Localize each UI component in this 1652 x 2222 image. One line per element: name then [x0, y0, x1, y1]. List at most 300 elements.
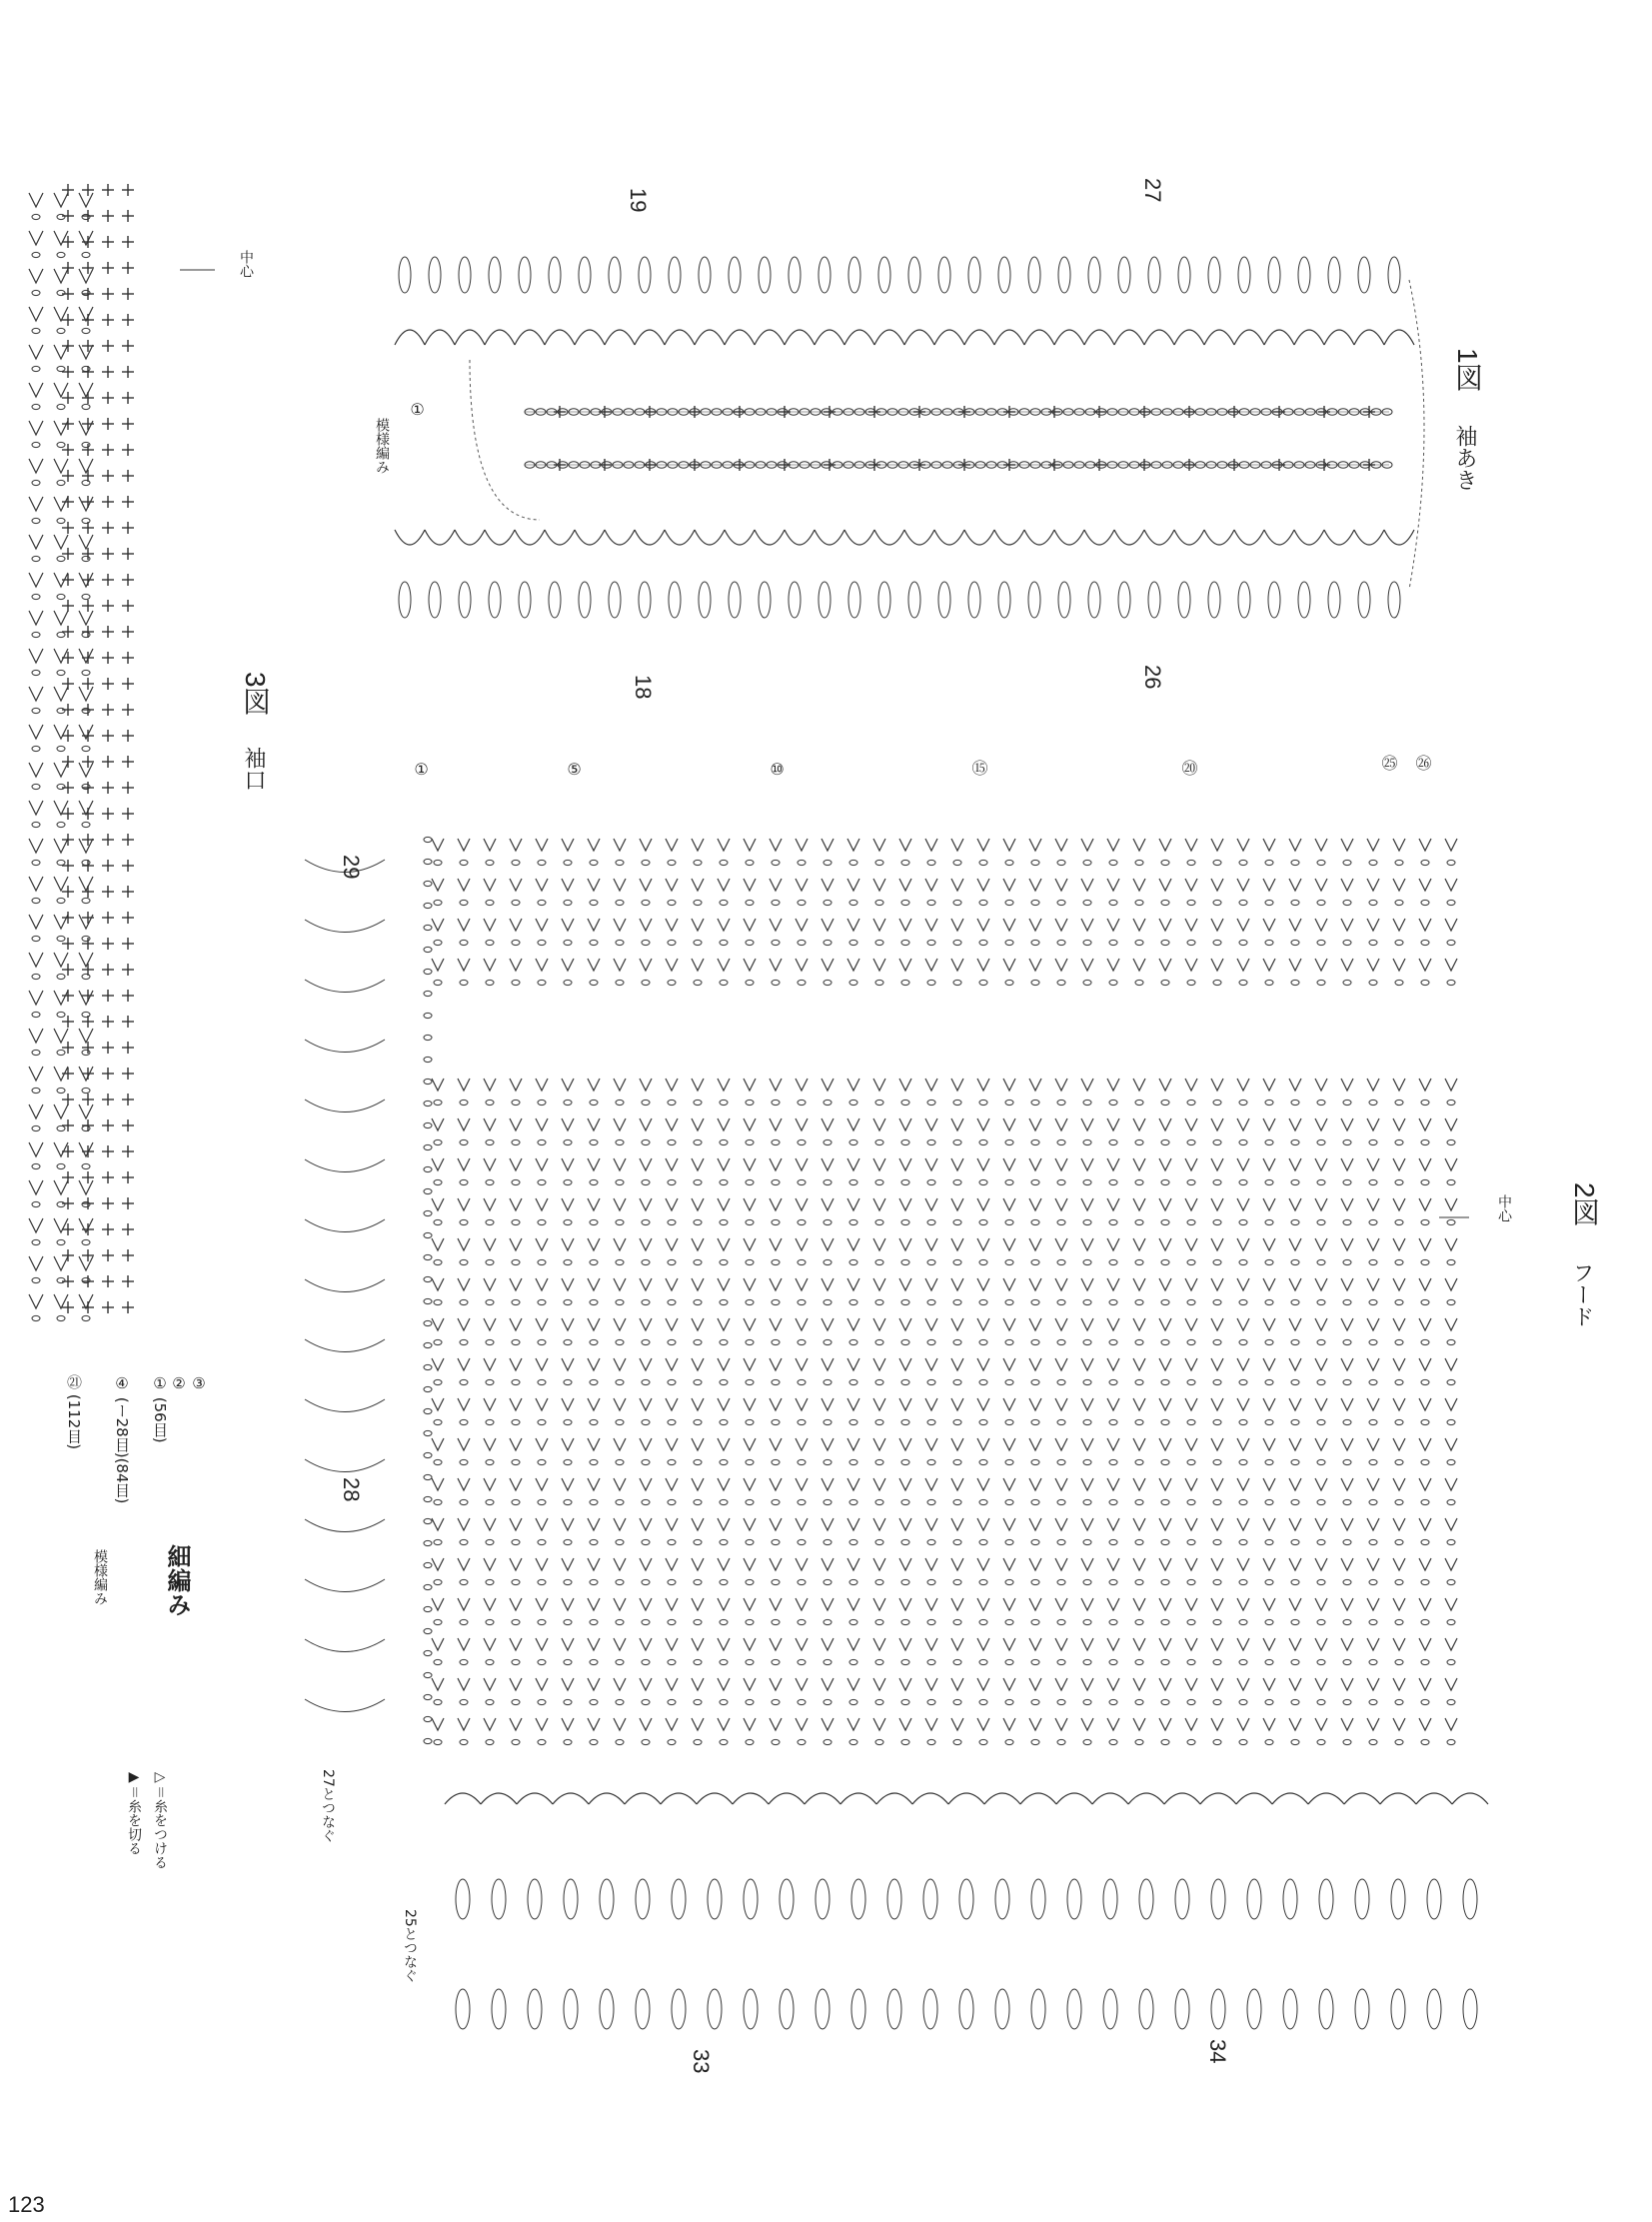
stitch-chain — [746, 1259, 754, 1264]
stitch-chain — [668, 1179, 676, 1184]
fig3-row-note-1: ① (56目) — [151, 1374, 169, 1443]
stitch-v — [588, 1558, 600, 1570]
stitch-chain — [1395, 1499, 1403, 1504]
stitch-chain — [1369, 1419, 1377, 1424]
stitch-chain — [798, 1299, 806, 1304]
stitch-v — [1133, 1718, 1145, 1730]
stitch-chain — [1135, 1459, 1143, 1464]
stitch-chain — [486, 1659, 494, 1664]
stitch-v — [1211, 1438, 1223, 1450]
stitch-chain — [772, 1659, 780, 1664]
stitch-v — [1367, 919, 1379, 931]
stitch-v — [899, 1518, 911, 1530]
stitch-chain — [1343, 1299, 1351, 1304]
stitch-chain — [824, 1699, 831, 1704]
stitch-v — [1393, 959, 1405, 971]
stitch-chain — [1161, 1659, 1169, 1664]
stitch-chain — [538, 1659, 546, 1664]
lace-petal — [708, 1879, 722, 1919]
stitch-chain — [694, 1499, 702, 1504]
stitch-v — [718, 1318, 730, 1330]
stitch-v — [1133, 1358, 1145, 1370]
stitch-chain — [668, 1499, 676, 1504]
stitch-chain — [424, 1518, 432, 1523]
stitch-v — [770, 1518, 782, 1530]
lace-petal — [1247, 1879, 1261, 1919]
stitch-v — [640, 1678, 652, 1690]
stitch-chain — [460, 900, 468, 905]
stitch-chain — [953, 1539, 961, 1544]
stitch-v — [744, 1079, 756, 1091]
stitch-chain — [564, 980, 572, 985]
stitch-chain — [424, 1166, 432, 1171]
stitch-v — [510, 1358, 522, 1370]
stitch-chain — [772, 1339, 780, 1344]
stitch-chain — [1083, 1219, 1091, 1224]
stitch-chain — [824, 1739, 831, 1744]
stitch-v — [484, 1238, 496, 1250]
stitch-v — [536, 1678, 548, 1690]
stitch-v — [1419, 959, 1431, 971]
stitch-chain — [824, 1139, 831, 1144]
stitch-chain — [694, 1179, 702, 1184]
stitch-chain — [1135, 1139, 1143, 1144]
lace-petal — [959, 1879, 973, 1919]
stitch-chain — [772, 1619, 780, 1624]
stitch-v — [1107, 1358, 1119, 1370]
stitch-chain — [875, 1459, 883, 1464]
stitch-v — [1419, 1678, 1431, 1690]
stitch-v — [1419, 839, 1431, 851]
stitch-chain — [1135, 1339, 1143, 1344]
stitch-v — [692, 1558, 704, 1570]
stitch-v — [1289, 1079, 1301, 1091]
lace-petal — [672, 1879, 686, 1919]
stitch-chain — [642, 1579, 650, 1584]
stitch-v — [822, 839, 833, 851]
stitch-chain — [590, 1219, 598, 1224]
stitch-v — [1003, 1358, 1015, 1370]
stitch-v — [744, 1718, 756, 1730]
stitch-chain — [616, 1339, 624, 1344]
stitch-chain — [616, 1459, 624, 1464]
stitch-v — [1081, 959, 1093, 971]
stitch-chain — [1135, 1659, 1143, 1664]
stitch-v — [1081, 1478, 1093, 1490]
lace-petal — [1319, 1989, 1333, 2029]
stitch-v — [1133, 1638, 1145, 1650]
stitch-chain — [1161, 940, 1169, 945]
stitch-v — [951, 1598, 963, 1610]
stitch-chain — [1369, 1179, 1377, 1184]
stitch-chain — [901, 1139, 909, 1144]
stitch-chain — [1109, 1179, 1117, 1184]
stitch-v — [1029, 1318, 1041, 1330]
stitch-v — [847, 1638, 859, 1650]
stitch-chain — [1031, 1419, 1039, 1424]
stitch-v — [1419, 1478, 1431, 1490]
stitch-v — [692, 1438, 704, 1450]
stitch-chain — [1343, 1579, 1351, 1584]
stitch-v — [1029, 1518, 1041, 1530]
stitch-chain — [424, 1079, 432, 1084]
stitch-v — [640, 1278, 652, 1290]
stitch-chain — [979, 1499, 987, 1504]
stitch-chain — [979, 940, 987, 945]
lace-petal — [492, 1989, 506, 2029]
stitch-chain — [1265, 1739, 1273, 1744]
stitch-v — [1341, 1198, 1353, 1210]
stitch-chain — [1109, 1339, 1117, 1344]
stitch-chain — [772, 1739, 780, 1744]
stitch-chain — [460, 860, 468, 865]
stitch-chain — [1057, 1379, 1065, 1384]
lace-petal — [851, 1989, 865, 2029]
stitch-v — [588, 1278, 600, 1290]
stitch-v — [770, 1678, 782, 1690]
stitch-chain — [616, 1259, 624, 1264]
stitch-v — [588, 1638, 600, 1650]
lace-scallop — [876, 1793, 912, 1804]
stitch-chain — [1239, 1539, 1247, 1544]
stitch-v — [718, 1158, 730, 1170]
stitch-v — [1211, 1678, 1223, 1690]
stitch-v — [847, 919, 859, 931]
stitch-chain — [927, 1699, 935, 1704]
stitch-v — [666, 1118, 678, 1130]
stitch-v — [1237, 919, 1249, 931]
stitch-chain — [512, 1100, 520, 1105]
stitch-chain — [927, 1459, 935, 1464]
stitch-v — [822, 1558, 833, 1570]
stitch-chain — [720, 980, 728, 985]
stitch-v — [847, 1079, 859, 1091]
stitch-chain — [564, 860, 572, 865]
stitch-v — [484, 959, 496, 971]
stitch-v — [1393, 1158, 1405, 1170]
stitch-chain — [1395, 980, 1403, 985]
stitch-v — [1055, 1318, 1067, 1330]
stitch-chain — [979, 1179, 987, 1184]
stitch-chain — [512, 940, 520, 945]
stitch-chain — [953, 1179, 961, 1184]
stitch-v — [588, 1198, 600, 1210]
stitch-chain — [668, 980, 676, 985]
stitch-v — [614, 1238, 626, 1250]
stitch-chain — [642, 1539, 650, 1544]
stitch-v — [1393, 1318, 1405, 1330]
stitch-chain — [1213, 1419, 1221, 1424]
stitch-chain — [1369, 1539, 1377, 1544]
stitch-v — [1159, 1518, 1171, 1530]
stitch-v — [951, 1678, 963, 1690]
stitch-v — [614, 1158, 626, 1170]
stitch-v — [744, 1638, 756, 1650]
stitch-chain — [1187, 1579, 1195, 1584]
stitch-v — [1315, 919, 1327, 931]
stitch-v — [1185, 1678, 1197, 1690]
stitch-v — [1445, 1718, 1457, 1730]
stitch-v — [562, 1438, 574, 1450]
stitch-v — [562, 1518, 574, 1530]
stitch-v — [822, 1118, 833, 1130]
stitch-v — [458, 879, 470, 891]
stitch-chain — [901, 1179, 909, 1184]
stitch-v — [458, 1118, 470, 1130]
stitch-v — [1367, 1678, 1379, 1690]
stitch-v — [796, 1678, 808, 1690]
stitch-chain — [875, 1179, 883, 1184]
stitch-chain — [434, 1499, 442, 1504]
stitch-v — [1003, 1518, 1015, 1530]
stitch-chain — [1057, 1339, 1065, 1344]
stitch-chain — [642, 1259, 650, 1264]
stitch-v — [614, 879, 626, 891]
stitch-v — [614, 1358, 626, 1370]
lace-scallop — [769, 1793, 805, 1804]
stitch-v — [640, 1518, 652, 1530]
stitch-chain — [1395, 1699, 1403, 1704]
stitch-v — [796, 1638, 808, 1650]
stitch-chain — [1369, 1499, 1377, 1504]
stitch-chain — [486, 1699, 494, 1704]
stitch-chain — [434, 1299, 442, 1304]
stitch-chain — [460, 1299, 468, 1304]
stitch-chain — [1161, 1139, 1169, 1144]
stitch-chain — [720, 1339, 728, 1344]
stitch-chain — [849, 1739, 857, 1744]
stitch-v — [484, 879, 496, 891]
stitch-chain — [1109, 1139, 1117, 1144]
stitch-chain — [564, 1739, 572, 1744]
stitch-v — [1237, 1478, 1249, 1490]
stitch-v — [1289, 1118, 1301, 1130]
stitch-chain — [1135, 1699, 1143, 1704]
stitch-chain — [746, 940, 754, 945]
stitch-chain — [1265, 1259, 1273, 1264]
stitch-chain — [424, 1496, 432, 1501]
stitch-v — [770, 1638, 782, 1650]
fig2-subtitle: フード — [1569, 1261, 1594, 1327]
stitch-chain — [1317, 1179, 1325, 1184]
stitch-chain — [538, 1219, 546, 1224]
stitch-v — [1445, 839, 1457, 851]
stitch-chain — [642, 1739, 650, 1744]
stitch-v — [484, 1718, 496, 1730]
fig1-row-label-26: 26 — [1140, 665, 1165, 690]
lace-scallop — [840, 1793, 876, 1804]
stitch-v — [1393, 1398, 1405, 1410]
stitch-chain — [824, 1100, 831, 1105]
stitch-chain — [901, 1459, 909, 1464]
stitch-v — [536, 1278, 548, 1290]
side-scallop — [305, 1699, 385, 1712]
stitch-chain — [798, 1459, 806, 1464]
stitch-v — [1211, 1079, 1223, 1091]
stitch-chain — [953, 1219, 961, 1224]
stitch-chain — [1031, 1339, 1039, 1344]
stitch-chain — [953, 1379, 961, 1384]
stitch-chain — [1005, 1539, 1013, 1544]
stitch-v — [1185, 919, 1197, 931]
stitch-chain — [668, 1219, 676, 1224]
stitch-chain — [772, 1259, 780, 1264]
stitch-chain — [849, 1659, 857, 1664]
stitch-v — [640, 1478, 652, 1490]
stitch-v — [1419, 1398, 1431, 1410]
stitch-v — [822, 1678, 833, 1690]
stitch-v — [1029, 1478, 1041, 1490]
stitch-chain — [1031, 940, 1039, 945]
stitch-v — [562, 1678, 574, 1690]
stitch-v — [744, 1238, 756, 1250]
stitch-chain — [927, 1579, 935, 1584]
stitch-v — [510, 1638, 522, 1650]
stitch-chain — [538, 1419, 546, 1424]
stitch-chain — [824, 1459, 831, 1464]
stitch-chain — [979, 1739, 987, 1744]
stitch-v — [1211, 919, 1223, 931]
stitch-chain — [746, 1339, 754, 1344]
stitch-v — [432, 1598, 444, 1610]
stitch-chain — [1395, 1100, 1403, 1105]
stitch-v — [1081, 1558, 1093, 1570]
stitch-v — [1263, 1398, 1275, 1410]
stitch-v — [1289, 879, 1301, 891]
stitch-chain — [1447, 1339, 1455, 1344]
stitch-v — [873, 1718, 885, 1730]
stitch-v — [1263, 1198, 1275, 1210]
stitch-chain — [460, 1459, 468, 1464]
stitch-chain — [1239, 900, 1247, 905]
stitch-v — [951, 1398, 963, 1410]
stitch-v — [744, 1198, 756, 1210]
stitch-chain — [512, 1659, 520, 1664]
stitch-v — [1003, 1278, 1015, 1290]
stitch-v — [458, 1558, 470, 1570]
stitch-chain — [424, 1716, 432, 1721]
stitch-chain — [875, 980, 883, 985]
stitch-v — [1055, 959, 1067, 971]
stitch-chain — [1005, 1299, 1013, 1304]
stitch-chain — [668, 1419, 676, 1424]
stitch-chain — [1239, 980, 1247, 985]
stitch-chain — [424, 1650, 432, 1655]
stitch-v — [1003, 1638, 1015, 1650]
stitch-chain — [772, 1219, 780, 1224]
stitch-v — [718, 1398, 730, 1410]
stitch-v — [873, 1238, 885, 1250]
stitch-v — [588, 1318, 600, 1330]
stitch-chain — [1213, 1499, 1221, 1504]
stitch-v — [796, 839, 808, 851]
stitch-chain — [1057, 1100, 1065, 1105]
stitch-v — [1393, 879, 1405, 891]
stitch-chain — [1265, 1619, 1273, 1624]
stitch-v — [1133, 959, 1145, 971]
fig1-subtitle: 袖あき — [1452, 425, 1477, 491]
stitch-chain — [590, 1459, 598, 1464]
stitch-chain — [979, 900, 987, 905]
stitch-v — [1003, 1118, 1015, 1130]
stitch-chain — [590, 1659, 598, 1664]
stitch-v — [744, 1518, 756, 1530]
stitch-v — [899, 1638, 911, 1650]
stitch-chain — [1343, 1659, 1351, 1664]
stitch-chain — [979, 1419, 987, 1424]
stitch-v — [925, 1198, 937, 1210]
stitch-chain — [486, 1259, 494, 1264]
stitch-chain — [1447, 1539, 1455, 1544]
stitch-v — [925, 1638, 937, 1650]
stitch-v — [1445, 1478, 1457, 1490]
stitch-v — [458, 1678, 470, 1690]
stitch-v — [1003, 879, 1015, 891]
stitch-chain — [772, 980, 780, 985]
stitch-v — [1107, 839, 1119, 851]
stitch-v — [1419, 1318, 1431, 1330]
lace-scallop — [1272, 1793, 1308, 1804]
stitch-v — [1445, 1358, 1457, 1370]
stitch-v — [432, 1198, 444, 1210]
stitch-chain — [512, 860, 520, 865]
stitch-v — [562, 1318, 574, 1330]
stitch-v — [1393, 1678, 1405, 1690]
stitch-v — [510, 1558, 522, 1570]
stitch-v — [536, 839, 548, 851]
stitch-chain — [1317, 1739, 1325, 1744]
fig3-row-note-2: ② — [170, 1374, 188, 1392]
stitch-chain — [590, 1619, 598, 1624]
stitch-v — [1315, 1118, 1327, 1130]
stitch-v — [1029, 1118, 1041, 1130]
stitch-v — [614, 1318, 626, 1330]
stitch-v — [1445, 1079, 1457, 1091]
stitch-chain — [1395, 1659, 1403, 1664]
stitch-chain — [1161, 1379, 1169, 1384]
stitch-v — [640, 1358, 652, 1370]
stitch-chain — [772, 1100, 780, 1105]
stitch-v — [1419, 1118, 1431, 1130]
stitch-chain — [1187, 1339, 1195, 1344]
fig2-row-marker-25: ㉕ — [1379, 755, 1398, 771]
stitch-chain — [1369, 1100, 1377, 1105]
stitch-chain — [1005, 1739, 1013, 1744]
stitch-v — [873, 1358, 885, 1370]
stitch-v — [640, 1238, 652, 1250]
stitch-chain — [1447, 1699, 1455, 1704]
stitch-v — [925, 1278, 937, 1290]
stitch-chain — [1109, 1499, 1117, 1504]
stitch-v — [1159, 1398, 1171, 1410]
stitch-chain — [1213, 1579, 1221, 1584]
stitch-v — [847, 1558, 859, 1570]
stitch-v — [588, 1678, 600, 1690]
stitch-v — [588, 1478, 600, 1490]
stitch-v — [1263, 839, 1275, 851]
stitch-v — [822, 1278, 833, 1290]
stitch-v — [847, 1678, 859, 1690]
stitch-v — [614, 1518, 626, 1530]
stitch-chain — [772, 1419, 780, 1424]
stitch-chain — [1057, 1259, 1065, 1264]
stitch-chain — [1187, 1179, 1195, 1184]
stitch-v — [510, 1318, 522, 1330]
fig1-row-label-18: 18 — [631, 675, 656, 700]
stitch-chain — [616, 1739, 624, 1744]
stitch-v — [588, 919, 600, 931]
stitch-v — [770, 919, 782, 931]
